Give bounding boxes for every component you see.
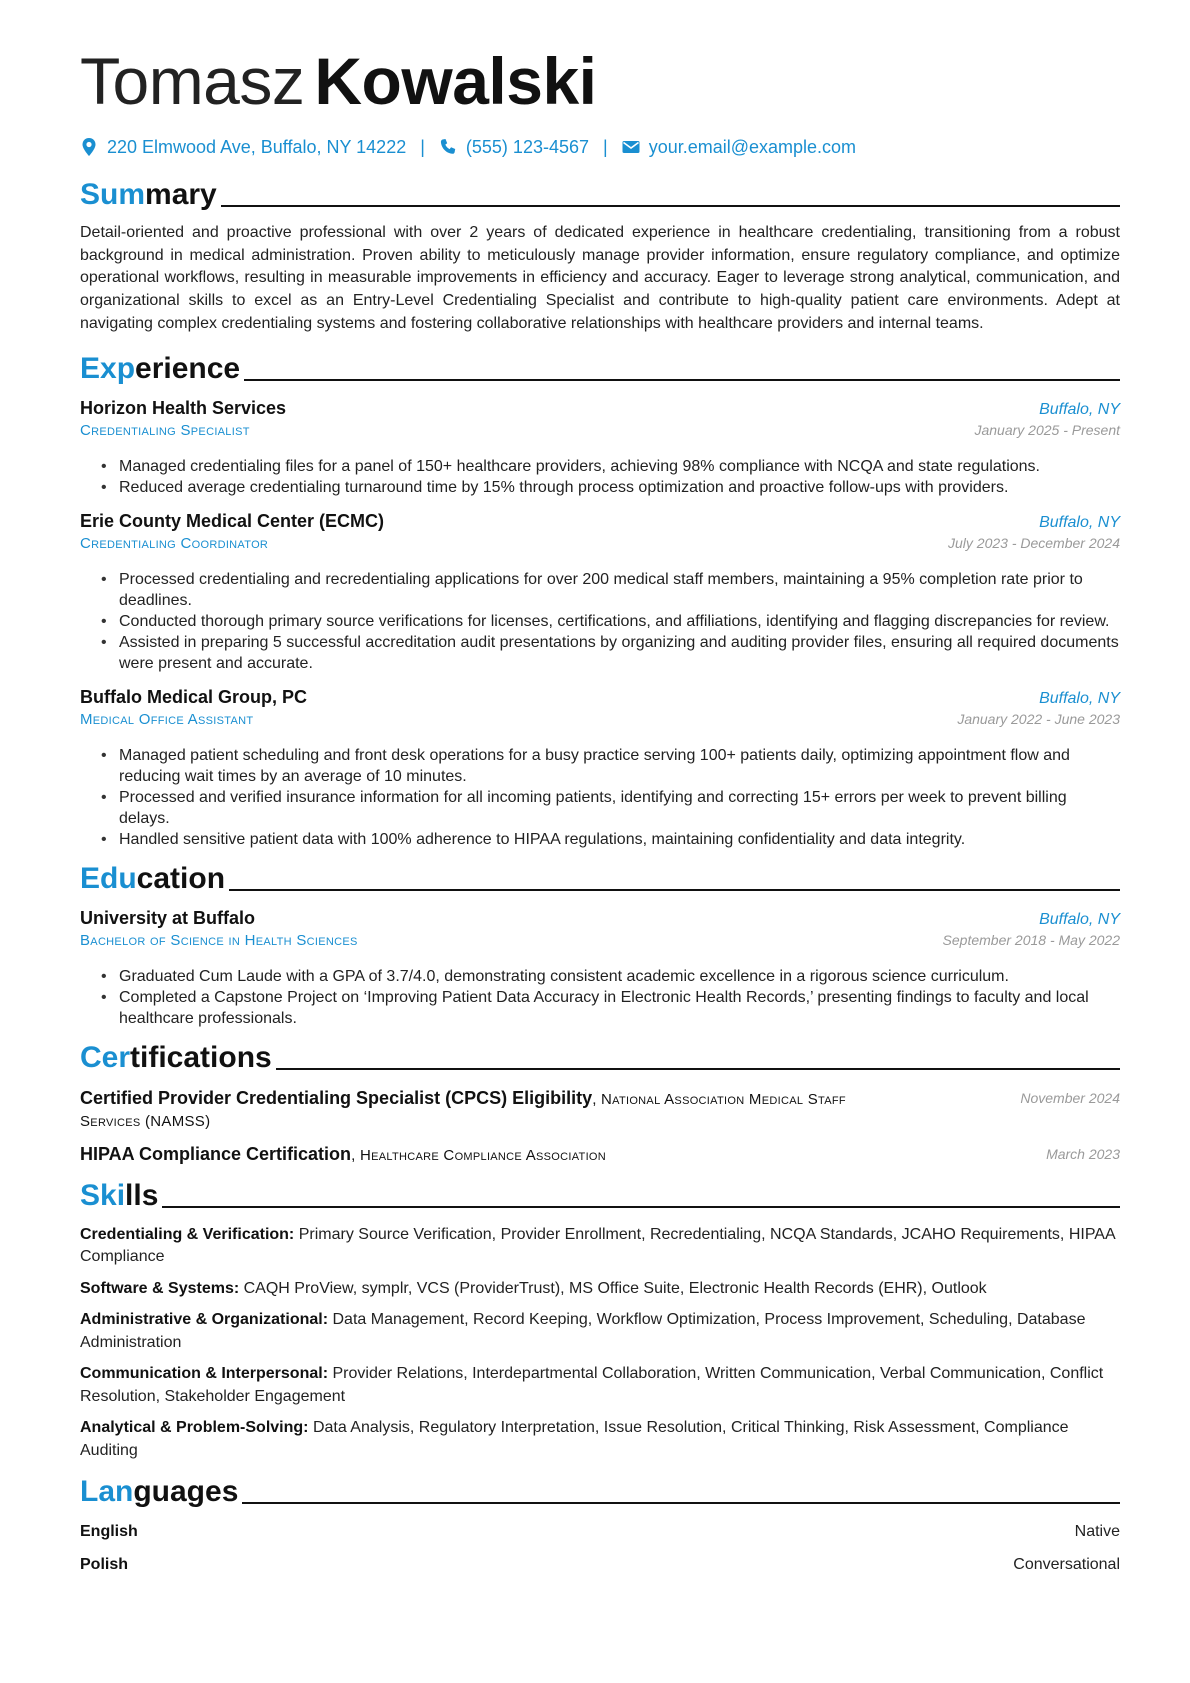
skill-list: Data Analysis, Regulatory Interpretation, Issue Resolution, Critical Thinking, Risk Assessment, Compliance Auditing xyxy=(80,1419,1069,1459)
job-dates: January 2022 - June 2023 xyxy=(957,710,1120,727)
certification-name: Certified Provider Credentialing Specialist (CPCS) Eligibility xyxy=(80,1087,593,1108)
first-name: Tomasz xyxy=(80,44,305,118)
bullet-item: • Reduced average credentialing turnaround time by 15% through process optimization and proactive follow-ups with providers. xyxy=(119,477,1120,498)
section-rule xyxy=(242,1502,1120,1504)
bullet-item: • Processed and verified insurance information for all incoming patients, identifying and correcting 15+ errors per week to prevent billing delays. xyxy=(119,787,1120,829)
section-title: Summary xyxy=(80,178,217,211)
certification-date: November 2024 xyxy=(1020,1089,1120,1106)
section-title: Skills xyxy=(80,1178,159,1212)
school-location: Buffalo, NY xyxy=(1039,910,1120,928)
section-rule xyxy=(162,1206,1120,1208)
section-title: Experience xyxy=(80,351,241,385)
education-entry xyxy=(80,908,1120,1029)
email-text: your.email@example.com xyxy=(648,137,857,157)
skill-category: Communication & Interpersonal: xyxy=(80,1365,329,1383)
certification-name: HIPAA Compliance Certification xyxy=(80,1143,352,1164)
summary-heading xyxy=(80,174,1120,212)
job-bullets xyxy=(80,569,1120,674)
bullet-item: • Assisted in preparing 5 successful accreditation audit presentations by organizing and auditing provider files, ensuring all required documents were present and accurate. xyxy=(119,632,1120,674)
job-location: Buffalo, NY xyxy=(1039,513,1120,531)
bullet-item: • Managed credentialing files for a panel of 150+ healthcare providers, achieving 98% compliance with NCQA and state regulations. xyxy=(119,456,1120,477)
skill-group xyxy=(80,1363,1120,1408)
job-title: Credentialing Coordinator xyxy=(80,534,269,552)
employer-name: Buffalo Medical Group, PC xyxy=(80,686,308,707)
contact-phone[interactable] xyxy=(439,134,589,160)
skill-group xyxy=(80,1224,1120,1269)
education-dates: September 2018 - May 2022 xyxy=(942,931,1120,948)
resume-page xyxy=(80,0,1120,1576)
language-level: Conversational xyxy=(1013,1556,1120,1574)
job-title: Credentialing Specialist xyxy=(80,421,250,439)
certification-date: March 2023 xyxy=(1046,1145,1120,1162)
certification-item: Certified Provider Credentialing Specialist (CPCS) Eligibility, National Association Medical Staff Services (NAMSS) November 2024 xyxy=(80,1087,1120,1130)
experience-entry xyxy=(80,398,1120,498)
job-bullets xyxy=(80,456,1120,498)
contact-bar xyxy=(80,134,1120,160)
candidate-name xyxy=(80,40,1120,122)
job-location: Buffalo, NY xyxy=(1039,689,1120,707)
education-bullets xyxy=(80,966,1120,1029)
skill-group xyxy=(80,1309,1120,1354)
bullet-item: • Completed a Capstone Project on ‘Improving Patient Data Accuracy in Electronic Health Records,’ presenting findings to faculty and local healthcare professionals. xyxy=(119,987,1120,1029)
certification-issuer: Healthcare Compliance Association xyxy=(359,1146,607,1164)
language-row xyxy=(80,1521,1120,1543)
job-bullets xyxy=(80,745,1120,850)
bullet-item: • Managed patient scheduling and front desk operations for a busy practice serving 100+ patients daily, optimizing appointment flow and reducing wait times by an average of 10 minutes. xyxy=(119,745,1120,787)
skill-category: Credentialing & Verification: xyxy=(80,1225,295,1243)
skills-heading xyxy=(80,1175,1120,1213)
address-text: 220 Elmwood Ave, Buffalo, NY 14222 xyxy=(107,137,407,157)
job-location: Buffalo, NY xyxy=(1039,400,1120,418)
map-pin-icon xyxy=(80,137,98,157)
skill-category: Software & Systems: xyxy=(80,1279,240,1297)
language-name: Polish xyxy=(80,1556,129,1574)
language-row xyxy=(80,1554,1120,1576)
summary-text: Detail-oriented and proactive professional with over 2 years of dedicated experience in healthcare credentialing, transitioning from a robust background in medical administration. Proven ability to meticulously manage provider information, ensure regulatory compliance, and optimize operational workflows, resulting in measurable improvements in efficiency and accuracy. Eager to leverage strong analytical, communication, and organizational skills to excel as an Entry-Level Credentialing Specialist and contribute to high-quality patient care environments. Adept at navigating complex credentialing systems and fostering collaborative relationships with healthcare providers and internal teams. xyxy=(80,224,1120,332)
skill-category: Administrative & Organizational: xyxy=(80,1311,329,1329)
section-rule xyxy=(229,889,1120,891)
section-rule xyxy=(244,379,1120,381)
phone-icon xyxy=(439,137,457,157)
section-rule xyxy=(221,205,1120,207)
skill-group xyxy=(80,1417,1120,1462)
section-rule xyxy=(276,1068,1120,1070)
last-name: Kowalski xyxy=(314,44,597,118)
languages-heading xyxy=(80,1471,1120,1509)
skill-category: Analytical & Problem-Solving: xyxy=(80,1419,309,1437)
degree: Bachelor of Science in Health Sciences xyxy=(80,931,358,949)
skill-group xyxy=(80,1278,1120,1301)
job-dates: January 2025 - Present xyxy=(974,421,1120,438)
envelope-icon xyxy=(622,137,640,157)
certifications-heading xyxy=(80,1037,1120,1075)
bullet-item: • Graduated Cum Laude with a GPA of 3.7/4.0, demonstrating consistent academic excellence in a rigorous science curriculum. xyxy=(119,966,1120,987)
skill-list: Data Management, Record Keeping, Workflow Optimization, Process Improvement, Scheduling, Database Administration xyxy=(80,1311,1086,1351)
language-name: English xyxy=(80,1523,138,1541)
section-title: Languages xyxy=(80,1475,239,1509)
contact-address xyxy=(80,134,406,160)
phone-text: (555) 123-4567 xyxy=(465,137,589,157)
contact-separator: | xyxy=(420,137,425,157)
skill-list: CAQH ProView, symplr, VCS (ProviderTrust), MS Office Suite, Electronic Health Records (EHR), Outlook xyxy=(243,1279,987,1297)
skill-list: Provider Relations, Interdepartmental Collaboration, Written Communication, Verbal Communication, Conflict Resolution, Stakeholder Engagement xyxy=(80,1365,1104,1405)
bullet-item: • Processed credentialing and recredentialing applications for over 200 medical staff members, maintaining a 95% completion rate prior to deadlines. xyxy=(119,569,1120,611)
contact-separator: | xyxy=(603,137,608,157)
experience-entry xyxy=(80,511,1120,674)
bullet-item: • Handled sensitive patient data with 100% adherence to HIPAA regulations, maintaining confidentiality and data integrity. xyxy=(119,829,1120,850)
section-title: Certifications xyxy=(80,1040,272,1074)
section-title: Education xyxy=(80,861,226,895)
certification-item: HIPAA Compliance Certification, Healthcare Compliance Association March 2023 xyxy=(80,1143,1120,1164)
bullet-item: • Conducted thorough primary source verifications for licenses, certifications, and affiliations, identifying and flagging discrepancies for review. xyxy=(119,611,1120,632)
job-dates: July 2023 - December 2024 xyxy=(948,534,1120,551)
experience-heading xyxy=(80,348,1120,386)
employer-name: Erie County Medical Center (ECMC) xyxy=(80,510,385,531)
school-name: University at Buffalo xyxy=(80,907,256,928)
skill-list: Primary Source Verification, Provider Enrollment, Recredentialing, NCQA Standards, JCAHO Requirements, HIPAA Compliance xyxy=(80,1225,1115,1266)
contact-email[interactable] xyxy=(622,134,856,160)
employer-name: Horizon Health Services xyxy=(80,397,287,418)
education-heading xyxy=(80,858,1120,896)
experience-entry xyxy=(80,687,1120,850)
language-level: Native xyxy=(1074,1523,1120,1541)
certification-issuer: National Association Medical Staff Services (NAMSS) xyxy=(80,1090,846,1130)
job-title: Medical Office Assistant xyxy=(80,710,254,728)
